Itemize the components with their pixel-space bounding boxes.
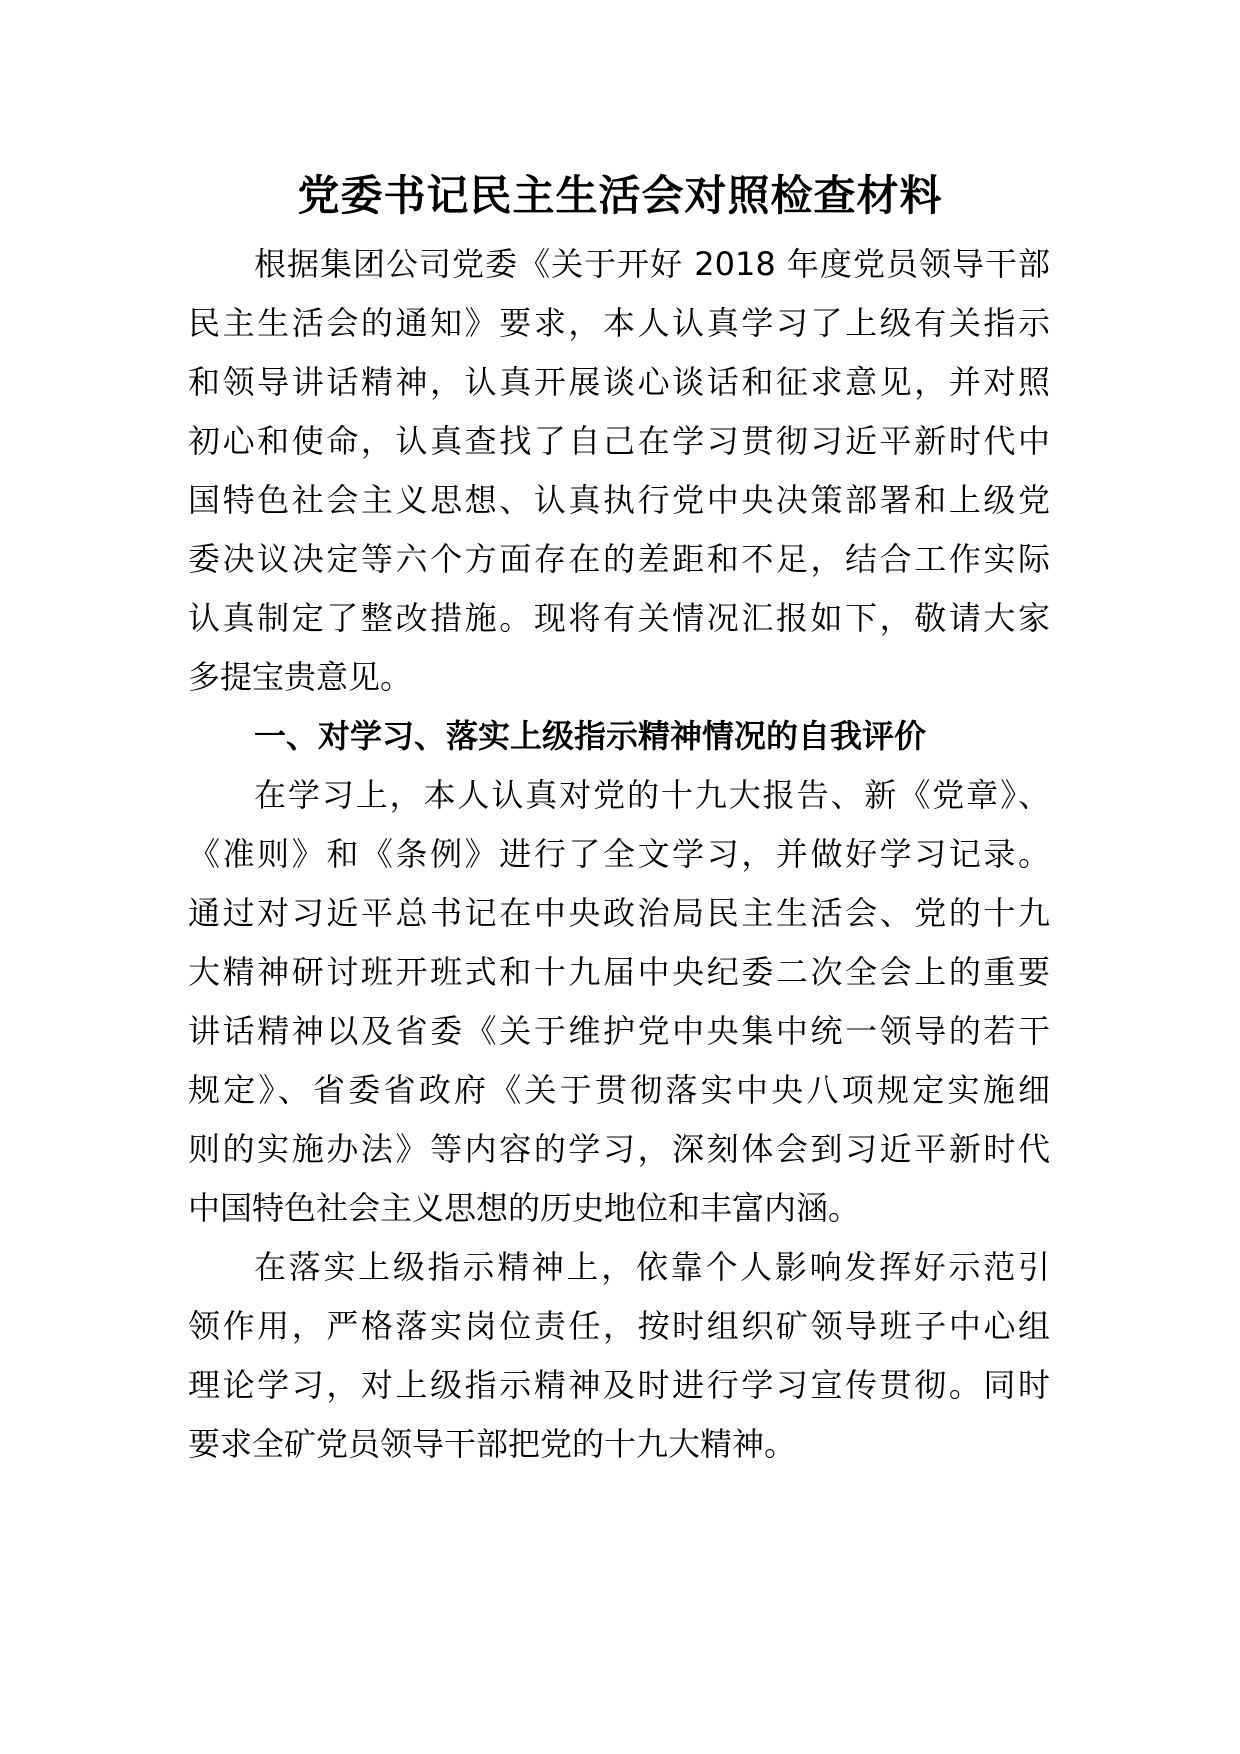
paragraph-1-line-1: 根据集团公司党委《关于开好 2018 年度党员领导干部 [254, 245, 1050, 283]
paragraph-2-line-2: 《准则》和《条例》进行了全文学习，并做好学习记录。 [188, 835, 1050, 873]
paragraph-1-line-4: 初心和使命，认真查找了自己在学习贯彻习近平新时代中 [188, 422, 1050, 460]
paragraph-2-line-8: 中国特色社会主义思想的历史地位和丰富内涵。 [188, 1189, 861, 1227]
paragraph-1-line-3: 和领导讲话精神，认真开展谈心谈话和征求意见，并对照 [188, 363, 1050, 401]
paragraph-3-line-1: 在落实上级指示精神上，依靠个人影响发挥好示范引 [254, 1248, 1050, 1286]
paragraph-1-line-7: 认真制定了整改措施。现将有关情况汇报如下，敬请大家 [188, 599, 1050, 637]
paragraph-1-line-2: 民主生活会的通知》要求，本人认真学习了上级有关指示 [188, 304, 1050, 342]
paragraph-3-line-2: 领作用，严格落实岗位责任，按时组织矿领导班子中心组 [188, 1307, 1050, 1345]
section-heading-1: 一、对学习、落实上级指示精神情况的自我评价 [254, 717, 927, 755]
document-title: 党委书记民主生活会对照检查材料 [297, 171, 943, 220]
paragraph-2-line-7: 则的实施办法》等内容的学习，深刻体会到习近平新时代 [188, 1130, 1050, 1168]
paragraph-2-line-1: 在学习上，本人认真对党的十九大报告、新《党章》、 [254, 776, 1050, 814]
paragraph-2-line-6: 规定》、省委省政府《关于贯彻落实中央八项规定实施细 [188, 1071, 1050, 1109]
paragraph-2-line-3: 通过对习近平总书记在中央政治局民主生活会、党的十九 [188, 894, 1050, 932]
paragraph-2-line-5: 讲话精神以及省委《关于维护党中央集中统一领导的若干 [188, 1012, 1050, 1050]
paragraph-1-line-8: 多提宝贵意见。 [188, 658, 413, 696]
paragraph-3-line-3: 理论学习，对上级指示精神及时进行学习宣传贯彻。同时 [188, 1366, 1050, 1404]
paragraph-3-line-4: 要求全矿党员领导干部把党的十九大精神。 [188, 1425, 797, 1463]
paragraph-1-line-6: 委决议决定等六个方面存在的差距和不足，结合工作实际 [188, 540, 1050, 578]
paragraph-1-line-5: 国特色社会主义思想、认真执行党中央决策部署和上级党 [188, 481, 1050, 519]
paragraph-2-line-4: 大精神研讨班开班式和十九届中央纪委二次全会上的重要 [188, 953, 1050, 991]
